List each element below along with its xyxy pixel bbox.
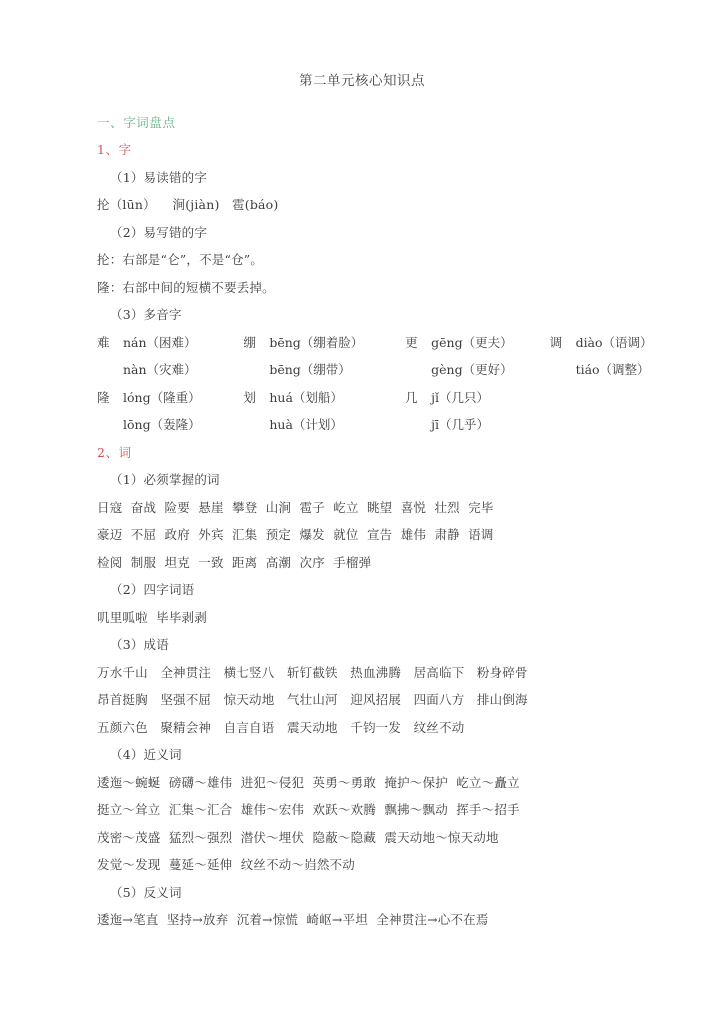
word-row: 发觉～发现 蔓延～延伸 纹丝不动～岿然不动 — [97, 857, 355, 872]
label-jinyici: （4）近义词 — [110, 747, 182, 762]
word-row: 万水千山 全神贯注 横七竖八 斩钉截铁 热血沸腾 居高临下 粉身碎骨 — [97, 664, 528, 680]
polyphone-reading: diào（语调） — [575, 334, 653, 350]
polyphone-char — [405, 411, 431, 439]
section-heading-zici: 一、字词盘点 — [97, 114, 176, 130]
polyphone-char — [97, 411, 123, 439]
word-row: 五颜六色 聚精会神 自言自语 震天动地 千钧一发 纹丝不动 — [97, 719, 465, 735]
polyphone-char — [243, 356, 269, 384]
word-row: 挺立～耸立 汇集～汇合 雄伟～宏伟 欢跃～欢腾 飘拂～飘动 挥手～招手 — [97, 802, 520, 817]
polyphone-reading: bēng（绷着脸） — [269, 334, 364, 350]
polyphone-char — [550, 356, 576, 384]
polyphone-char — [405, 356, 431, 384]
word-row: 逶迤→笔直 坚持→放弃 沉着→惊慌 崎岖→平坦 全神贯注→心不在焉 — [97, 912, 489, 927]
polyphone-char: 难 — [97, 334, 110, 350]
note-lun-character: 抡：右部是“仑”，不是“仓”。 — [97, 252, 264, 267]
label-fanyici: （5）反义词 — [110, 884, 182, 900]
polyphone-char: 划 — [243, 389, 256, 405]
polyphone-char: 几 — [405, 389, 418, 405]
polyphone-char: 隆 — [97, 389, 110, 405]
polyphone-reading: huà（计划） — [269, 417, 343, 432]
polyphone-reading: bēng（绷带） — [269, 362, 351, 377]
label-yidoucuo-de-zi: （1）易读错的字 — [110, 169, 208, 185]
label-duoyinzi: （3）多音字 — [110, 307, 182, 322]
polyphone-char — [97, 356, 123, 384]
word-row: 豪迈 不屈 政府 外宾 汇集 预定 爆发 就位 宣告 雄伟 肃静 语调 — [97, 527, 494, 542]
note-long-character: 隆：右部中间的短横不要丢掉。 — [97, 279, 275, 295]
label-sizi-ciyu: （2）四字词语 — [110, 582, 195, 597]
polyphone-reading: jī（几乎） — [431, 417, 489, 432]
polyphone-row — [97, 384, 694, 412]
polyphone-row — [97, 411, 694, 439]
polyphone-reading: jǐ（几只） — [431, 389, 489, 405]
polyphone-char — [243, 411, 269, 439]
word-row: 昂首挺胸 坚强不屈 惊天动地 气壮山河 迎风招展 四面八方 排山倒海 — [97, 692, 528, 707]
word-row: 日寇 奋战 险要 悬崖 攀登 山涧 雹子 屹立 眺望 喜悦 壮烈 完毕 — [97, 499, 494, 515]
page-title: 第二单元核心知识点 — [299, 73, 425, 89]
subsection-heading-ci: 2、词 — [97, 444, 132, 460]
word-row: 叽里呱啦 毕毕剥剥 — [97, 609, 207, 625]
polyphone-row — [97, 329, 694, 357]
polyphone-char: 绷 — [243, 334, 256, 350]
label-yixiecuo-de-zi: （2）易写错的字 — [110, 224, 208, 240]
label-chengyu: （3）成语 — [110, 637, 169, 652]
polyphone-reading: lóng（隆重） — [123, 389, 201, 405]
polyphone-row — [97, 356, 694, 384]
polyphone-reading: gēng（更夫） — [431, 334, 513, 350]
word-row: 茂密～茂盛 猛烈～强烈 潜伏～埋伏 隐蔽～隐藏 震天动地～惊天动地 — [97, 829, 499, 845]
polyphone-reading: huá（划船） — [269, 389, 343, 405]
list-yidoucuo-de-zi: 抡（lūn） 涧(jiàn) 雹(báo) — [97, 197, 279, 212]
polyphone-char — [550, 384, 576, 412]
word-row: 逶迤～蜿蜒 磅礴～雄伟 进犯～侵犯 英勇～勇敢 掩护～保护 屹立～矗立 — [97, 774, 520, 790]
document-body — [0, 89, 724, 934]
polyphone-reading: tiáo（调整） — [575, 362, 650, 377]
polyphone-reading: gèng（更好） — [431, 362, 513, 377]
polyphone-char: 调 — [549, 334, 563, 350]
polyphone-reading: nán（困难） — [123, 334, 197, 350]
label-bixu-zhangwo-de-ci: （1）必须掌握的词 — [110, 472, 220, 487]
polyphone-reading: lōng（轰隆） — [123, 417, 201, 432]
polyphone-reading: nàn（灾难） — [123, 362, 197, 377]
subsection-heading-zi: 1、字 — [97, 142, 132, 157]
polyphone-char: 更 — [405, 334, 418, 350]
word-row: 检阅 制服 坦克 一致 距离 高潮 次序 手榴弹 — [97, 554, 372, 570]
polyphone-char — [550, 411, 576, 439]
